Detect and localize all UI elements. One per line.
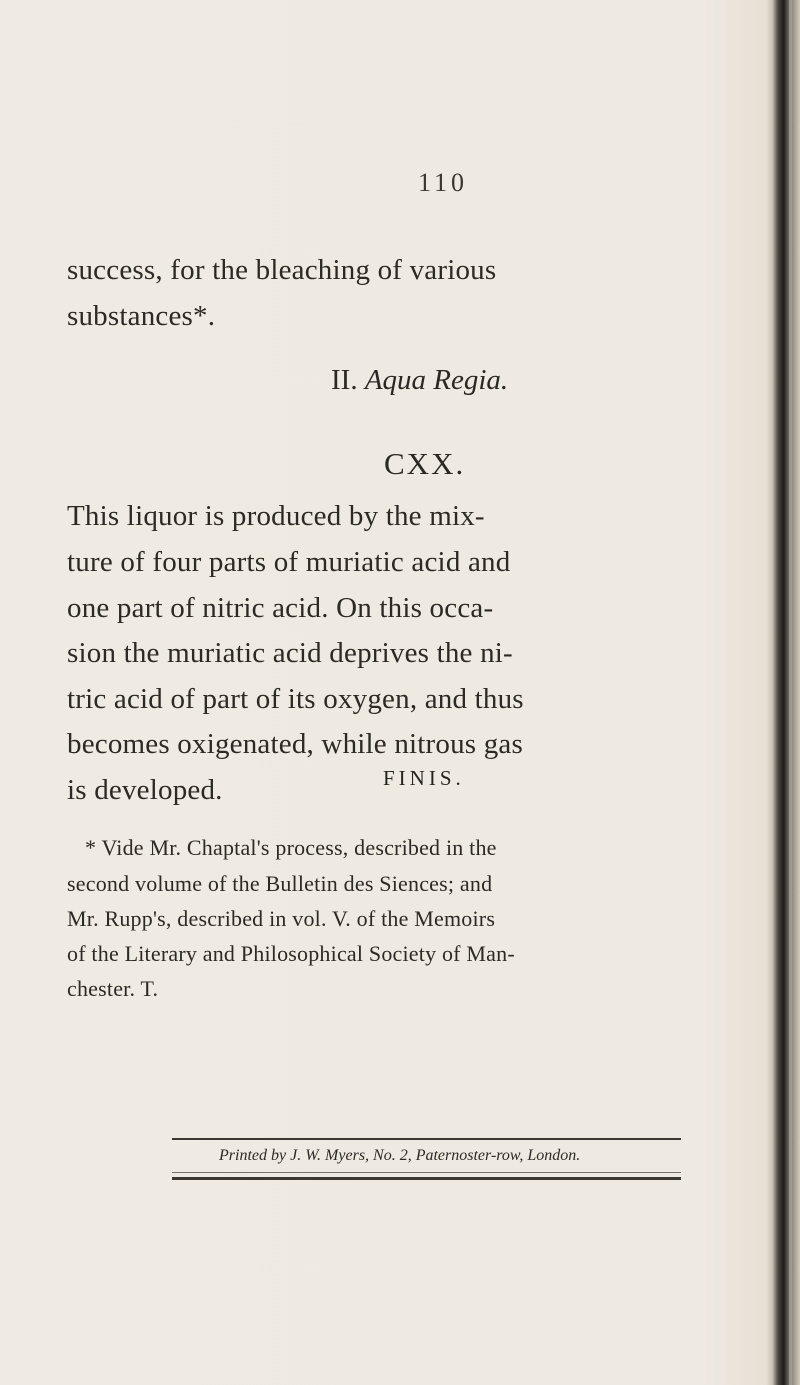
text-line-2: substances*. [67, 300, 216, 332]
footnote-line-3: Mr. Rupp's, described in vol. V. of the Memoirs [67, 906, 496, 931]
paragraph-line-6: becomes oxigenated, while nitrous gas [67, 728, 523, 760]
printer-imprint: Printed by J. W. Myers, No. 2, Paternoster-row, London. [219, 1147, 581, 1164]
section-heading [331, 364, 508, 397]
page-number: 110 [418, 168, 469, 197]
footnote-line-1: * Vide Mr. Chaptal's process, described in the [85, 835, 497, 860]
text-line-1: success, for the bleaching of various [67, 254, 497, 286]
footnote-line-2: second volume of the Bulletin des Siences; and [67, 871, 493, 896]
subheading: CXX. [384, 446, 466, 481]
bottom-rule [172, 1177, 681, 1180]
paragraph-line-4: sion the muriatic acid deprives the ni- [67, 637, 513, 669]
paragraph-line-1: This liquor is produced by the mix- [67, 500, 485, 532]
footnote-line-4: of the Literary and Philosophical Society of Man- [67, 941, 515, 966]
paragraph-line-2: ture of four parts of muriatic acid and [67, 546, 511, 578]
section-prefix: II. [331, 364, 358, 396]
paragraph-line-7: is developed. [67, 774, 223, 806]
top-rule [172, 1138, 681, 1140]
imprint-underline [172, 1172, 681, 1173]
finis-label: FINIS. [383, 766, 465, 790]
paragraph-line-3: one part of nitric acid. On this occa- [67, 592, 494, 624]
paragraph-line-5: tric acid of part of its oxygen, and thus [67, 683, 524, 715]
section-title: Aqua Regia. [364, 364, 509, 396]
footnote-line-5: chester. T. [67, 976, 159, 1001]
